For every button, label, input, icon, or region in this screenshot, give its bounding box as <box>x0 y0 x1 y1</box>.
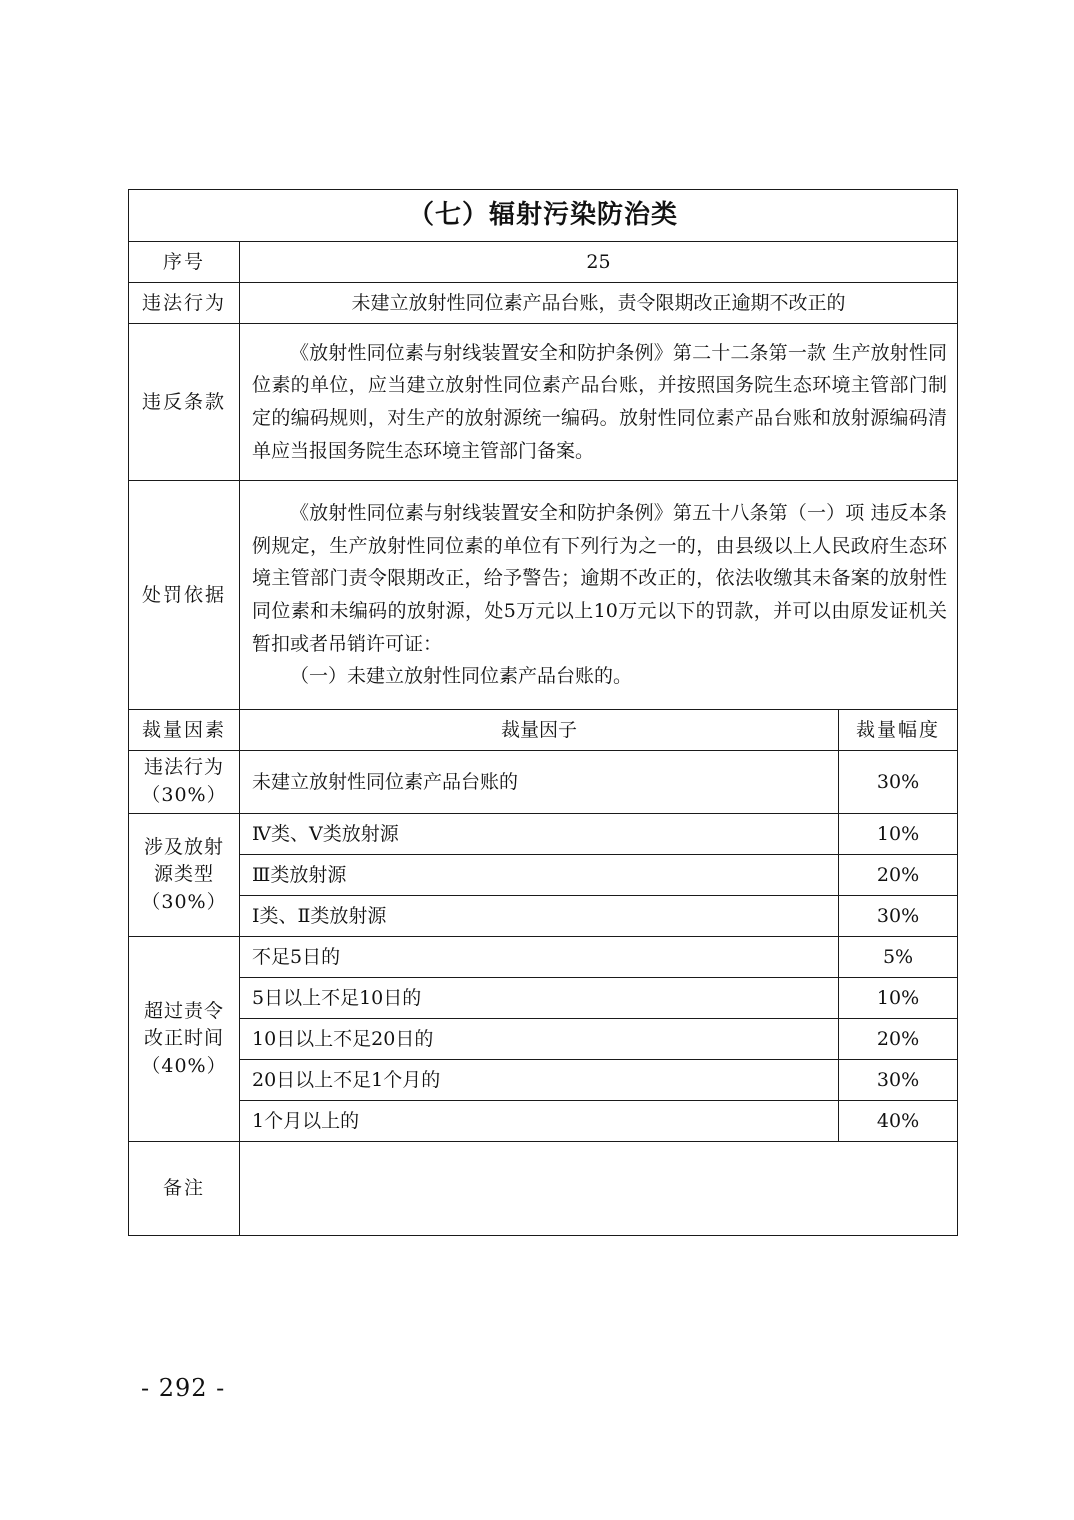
violated-clause-label: 违反条款 <box>129 324 240 481</box>
factor-item: 20日以上不足1个月的 <box>240 1060 839 1101</box>
factor-percentage: 10% <box>839 978 958 1019</box>
table-title: （七）辐射污染防治类 <box>129 190 958 242</box>
serial-number-label: 序号 <box>129 242 240 283</box>
factor-group-label: 涉及放射 源类型 （30%） <box>129 814 240 937</box>
factor-percentage: 20% <box>839 1019 958 1060</box>
factor-item: 不足5日的 <box>240 937 839 978</box>
factor-percentage: 20% <box>839 855 958 896</box>
table-row <box>129 1019 958 1060</box>
violation-label: 违法行为 <box>129 283 240 324</box>
factor-percentage: 10% <box>839 814 958 855</box>
factor-item: 1个月以上的 <box>240 1101 839 1142</box>
factor-item: Ⅰ类、Ⅱ类放射源 <box>240 896 839 937</box>
page-number: - 292 - <box>141 1374 226 1402</box>
serial-number-value: 25 <box>240 242 958 283</box>
factor-percentage: 30% <box>839 896 958 937</box>
penalty-basis-label: 处罚依据 <box>129 481 240 710</box>
table-row <box>129 855 958 896</box>
remarks-label: 备注 <box>129 1142 240 1236</box>
discretion-table <box>128 189 958 1236</box>
penalty-basis-paragraph: 《放射性同位素与射线装置安全和防护条例》第五十八条第（一）项 违反本条例规定，生产放射性同位素的单位有下列行为之一的，由县级以上人民政府生态环境主管部门责令限期改正，给予警告；逾期不改正的，依法收缴其未备案的放射性同位素和未编码的放射源，处5万元以上10万元以下的罚款，并可以由原发证机关暂扣或者吊销许可证： <box>252 501 948 655</box>
factor-item: Ⅲ类放射源 <box>240 855 839 896</box>
table-row <box>129 1060 958 1101</box>
table-row <box>129 896 958 937</box>
factor-group-label: 违法行为 （30%） <box>129 751 240 814</box>
remarks-value <box>240 1142 958 1236</box>
range-column-header: 裁量幅度 <box>839 710 958 751</box>
factor-percentage: 30% <box>839 751 958 814</box>
table-row <box>129 978 958 1019</box>
factor-item: 10日以上不足20日的 <box>240 1019 839 1060</box>
table-row <box>129 814 958 855</box>
item-column-header: 裁量因子 <box>240 710 839 751</box>
violated-clause-text <box>240 324 958 481</box>
penalty-basis-item: （一）未建立放射性同位素产品台账的。 <box>290 665 633 688</box>
table-row <box>129 937 958 978</box>
factor-percentage: 40% <box>839 1101 958 1142</box>
table-row <box>129 1101 958 1142</box>
factor-item: Ⅳ类、Ⅴ类放射源 <box>240 814 839 855</box>
factor-item: 未建立放射性同位素产品台账的 <box>240 751 839 814</box>
table-row <box>129 751 958 814</box>
factor-percentage: 5% <box>839 937 958 978</box>
violation-value: 未建立放射性同位素产品台账，责令限期改正逾期不改正的 <box>240 283 958 324</box>
factor-group-label: 超过责令 改正时间 （40%） <box>129 937 240 1142</box>
factor-item: 5日以上不足10日的 <box>240 978 839 1019</box>
violated-clause-paragraph: 《放射性同位素与射线装置安全和防护条例》第二十二条第一款 生产放射性同位素的单位，应当建立放射性同位素产品台账，并按照国务院生态环境主管部门制定的编码规则，对生产的放射源统一编码。放射性同位素产品台账和放射源编码清单应当报国务院生态环境主管部门备案。 <box>252 341 948 462</box>
factor-column-header: 裁量因素 <box>129 710 240 751</box>
penalty-basis-text <box>240 481 958 710</box>
factor-percentage: 30% <box>839 1060 958 1101</box>
